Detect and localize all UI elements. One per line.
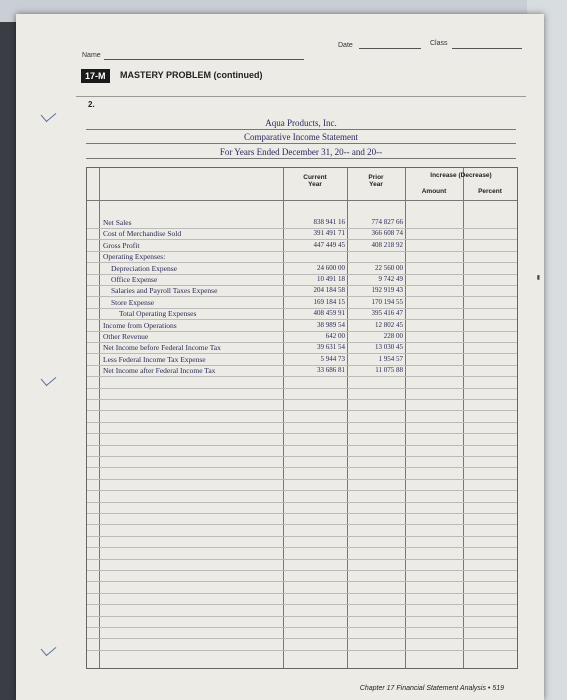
prior-year-value: 13 030 45 <box>375 343 403 352</box>
row-label: Office Expense <box>111 275 158 284</box>
current-year-value: 838 941 16 <box>313 218 345 226</box>
row-rule <box>87 456 517 457</box>
row-rule <box>87 445 517 446</box>
row-label: Gross Profit <box>103 240 140 250</box>
change-header: Increase (Decrease) <box>430 172 492 179</box>
row-label: Store Expense <box>111 297 155 307</box>
row-rule <box>87 547 517 548</box>
current-year-value: 33 686 81 <box>317 366 345 375</box>
name-line <box>104 59 304 60</box>
row-rule <box>87 524 517 525</box>
prior-year-value: 22 560 00 <box>375 263 403 272</box>
current-year-header: Current Year <box>303 174 327 188</box>
current-year-value: 169 184 15 <box>313 297 345 306</box>
row-label: Total Operating Expenses <box>119 309 197 319</box>
row-rule <box>87 559 517 560</box>
row-rule <box>87 581 517 582</box>
problem-number: 2. <box>88 100 95 109</box>
current-year-value: 447 449 45 <box>313 240 345 249</box>
prior-year-value: 366 608 74 <box>371 229 403 238</box>
row-rule <box>87 593 517 594</box>
class-label: Class <box>430 40 448 47</box>
current-year-value: 39 631 54 <box>317 343 345 352</box>
row-rule <box>87 479 517 480</box>
margin-tab: ▮ <box>536 275 540 281</box>
prior-year-value: 228 00 <box>383 332 403 340</box>
row-label: Depreciation Expense <box>111 263 178 273</box>
prior-year-value: 12 802 45 <box>375 320 403 329</box>
prior-year-value: 774 827 66 <box>371 218 403 226</box>
prior-year-value: 170 194 55 <box>371 297 403 306</box>
row-rule <box>87 467 517 468</box>
prior-year-value: 395 416 47 <box>371 309 403 318</box>
percent-header: Percent <box>478 188 502 195</box>
page-footer: Chapter 17 Financial Statement Analysis • 519 <box>359 685 504 692</box>
current-year-value: 642 00 <box>325 332 345 340</box>
row-rule <box>87 490 517 491</box>
prior-year-value: 192 919 43 <box>371 286 403 295</box>
check-mark <box>41 371 57 386</box>
name-label: Name <box>82 52 101 59</box>
row-rule <box>87 502 517 503</box>
current-year-value: 408 459 91 <box>313 309 345 318</box>
row-rule <box>87 433 517 434</box>
row-label: Net Income after Federal Income Tax <box>103 366 216 376</box>
row-label: Other Revenue <box>103 332 149 341</box>
row-rule <box>87 604 517 605</box>
worksheet-page <box>16 14 544 700</box>
amount-header: Amount <box>421 188 447 195</box>
row-label: Income from Operations <box>103 320 177 330</box>
row-rule <box>87 627 517 628</box>
title-rule <box>76 96 526 97</box>
row-label: Less Federal Income Tax Expense <box>103 354 206 364</box>
row-rule <box>87 638 517 639</box>
current-year-value: 204 184 58 <box>313 286 345 295</box>
row-label: Net Income before Federal Income Tax <box>103 343 221 353</box>
row-rule <box>87 616 517 617</box>
row-rule <box>87 388 517 389</box>
company-name: Aqua Products, Inc. <box>265 118 337 128</box>
problem-title: MASTERY PROBLEM (continued) <box>120 70 263 80</box>
row-label: Salaries and Payroll Taxes Expense <box>111 286 218 296</box>
row-rule <box>87 570 517 571</box>
row-rule <box>87 536 517 537</box>
date-line <box>359 48 421 49</box>
row-rule <box>87 513 517 514</box>
prior-year-value: 1 954 57 <box>378 354 403 363</box>
row-rule <box>87 376 517 377</box>
check-mark <box>41 107 57 122</box>
header-row-rule <box>87 200 517 201</box>
prior-year-value: 408 218 92 <box>371 240 403 249</box>
statement-title: Comparative Income Statement <box>244 132 358 142</box>
current-year-value: 38 989 54 <box>317 320 345 329</box>
current-year-value: 10 491 18 <box>317 275 345 283</box>
statement-period: For Years Ended December 31, 20-- and 20-- <box>219 147 383 157</box>
problem-badge: 17-M <box>81 69 110 83</box>
prior-year-value: 9 742 49 <box>378 275 403 283</box>
row-label: Net Sales <box>103 218 132 227</box>
header-rule <box>86 143 516 144</box>
header-rule <box>86 158 516 159</box>
income-statement-table <box>86 167 518 669</box>
header-rule <box>86 129 516 130</box>
row-label: Operating Expenses: <box>103 252 166 262</box>
row-rule <box>87 410 517 411</box>
current-year-value: 5 944 73 <box>320 354 345 363</box>
class-line <box>452 48 522 49</box>
check-mark <box>41 641 57 656</box>
row-rule <box>87 422 517 423</box>
prior-year-value: 11 075 88 <box>375 366 403 375</box>
current-year-value: 391 491 71 <box>313 229 345 238</box>
row-rule <box>87 399 517 400</box>
prior-year-header: Prior Year <box>368 174 384 188</box>
date-label: Date <box>338 42 353 49</box>
row-rule <box>87 650 517 651</box>
row-label: Cost of Merchandise Sold <box>103 229 182 239</box>
current-year-value: 24 600 00 <box>317 263 345 272</box>
